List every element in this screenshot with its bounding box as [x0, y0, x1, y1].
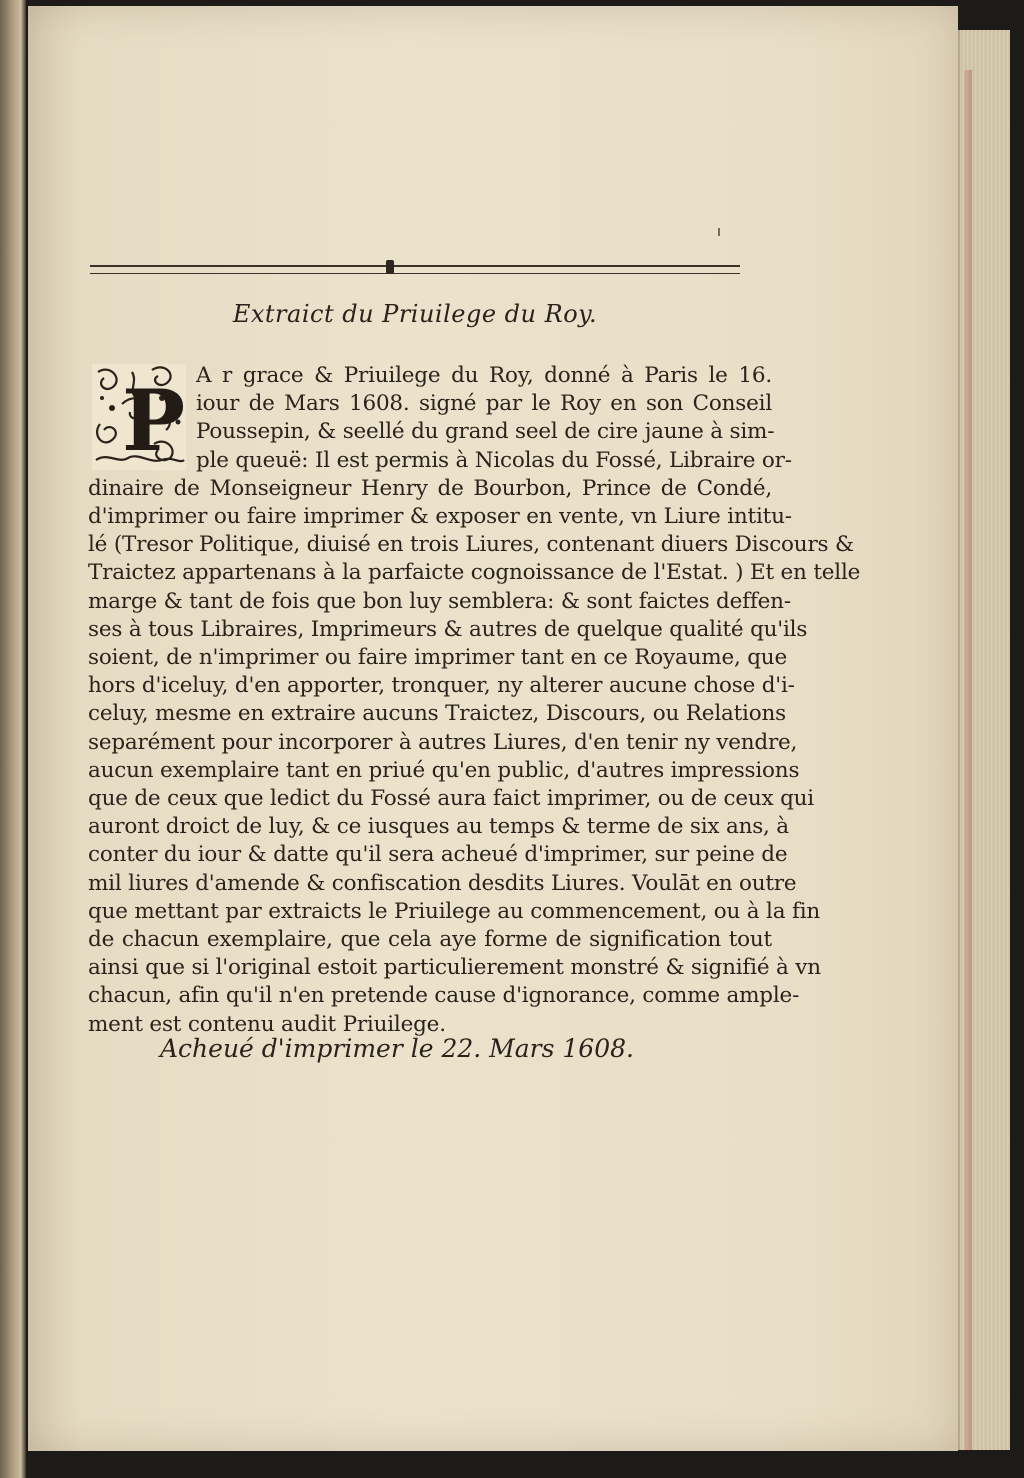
- text-line: iour de Mars 1608. signé par le Roy en son Conseil: [196, 391, 772, 417]
- text-line: hors d'iceluy, d'en apporter, tronquer, ny alterer aucune chose d'i-: [88, 673, 795, 699]
- text-line: aucun exemplaire tant en priué qu'en public, d'autres impressions: [88, 757, 800, 783]
- text-line: chacun, afin qu'il n'en pretende cause d'ignorance, comme ample-: [88, 983, 800, 1009]
- text-line: soient, de n'imprimer ou faire imprimer tant en ce Royaume, que: [88, 645, 787, 670]
- initial-letter: P: [122, 371, 186, 470]
- text-line: que de ceux que ledict du Fossé aura faict imprimer, ou de ceux qui: [88, 786, 814, 811]
- text-line: separément pour incorporer à autres Liures, d'en tenir ny vendre,: [88, 729, 798, 755]
- text-line: ses à tous Libraires, Imprimeurs & autres de quelque qualité qu'ils: [88, 616, 808, 642]
- rule-line-lower: [90, 273, 740, 274]
- facing-page-edge: [0, 0, 26, 1478]
- colophon: Acheué d'imprimer le 22. Mars 1608.: [160, 1034, 634, 1063]
- text-line: A r grace & Priuilege du Roy, donné à Paris le 16.: [196, 363, 772, 388]
- text-line: d'imprimer ou faire imprimer & exposer en vente, vn Liure intitu-: [88, 504, 792, 529]
- text-line: lé (Tresor Politique, diuisé en trois Liures, contenant diuers Discours &: [88, 532, 854, 558]
- page-heading: Extraict du Priuilege du Roy.: [232, 300, 598, 328]
- text-line: de chacun exemplaire, que cela aye forme de signification tout: [88, 927, 772, 952]
- text-line: auront droict de luy, & ce iusques au temps & terme de six ans, à: [88, 814, 789, 840]
- text-line: ment est contenu audit Priuilege.: [88, 1011, 446, 1037]
- text-line: ainsi que si l'original estoit particulierement monstré & signifié à vn: [88, 955, 821, 981]
- text-line: celuy, mesme en extraire aucuns Traictez, Discours, ou Relations: [88, 701, 786, 727]
- text-line: que mettant par extraicts le Priuilege au commencement, ou à la fin: [88, 898, 821, 924]
- text-line: dinaire de Monseigneur Henry de Bourbon, Prince de Condé,: [88, 475, 772, 501]
- ornamental-rule: [90, 256, 740, 282]
- text-line: Traictez appartenans à la parfaicte cognoissance de l'Estat. ) Et en telle: [88, 560, 861, 586]
- text-line: Poussepin, & seellé du grand seel de cire jaune à sim-: [196, 419, 775, 445]
- rule-ornament: [386, 260, 394, 274]
- decorated-initial: [92, 364, 186, 470]
- red-edge-stain: [964, 70, 972, 1450]
- text-line: marge & tant de fois que bon luy semblera: & sont faictes deffen-: [88, 588, 791, 614]
- text-line: mil liures d'amende & confiscation desdits Liures. Voulāt en outre: [88, 870, 797, 896]
- rule-line-upper: [90, 265, 740, 267]
- text-line: conter du iour & datte qu'il sera acheué d'imprimer, sur peine de: [88, 842, 788, 868]
- paper-mark: [718, 228, 720, 236]
- text-line: ple queuë: Il est permis à Nicolas du Fossé, Libraire or-: [196, 447, 792, 473]
